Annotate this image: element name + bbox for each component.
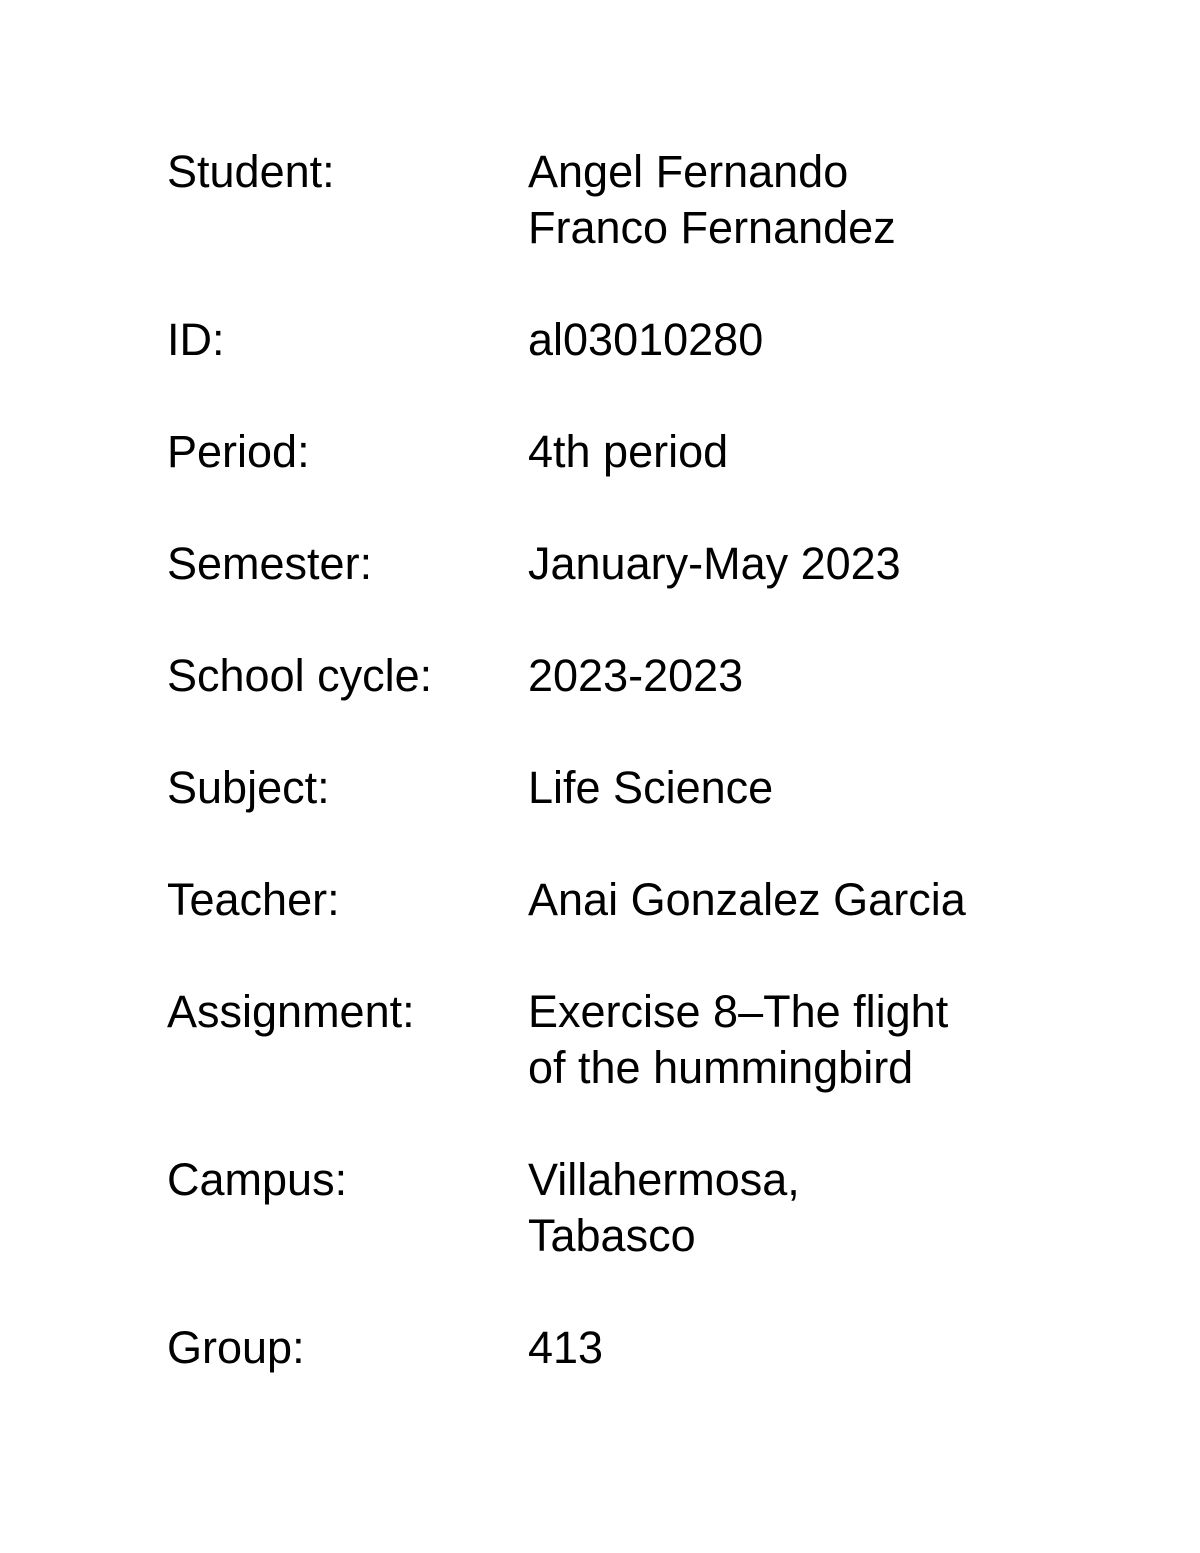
group-label: Group: (167, 1322, 305, 1373)
student-row (167, 144, 1047, 256)
id-row (167, 312, 1047, 368)
id-value: al03010280 (528, 314, 764, 365)
teacher-row (167, 872, 1047, 928)
group-row (167, 1320, 1047, 1376)
subject-value: Life Science (528, 762, 774, 813)
teacher-label: Teacher: (167, 874, 340, 925)
subject-row (167, 760, 1047, 816)
school-cycle-label: School cycle: (167, 650, 433, 701)
period-value: 4th period (528, 426, 729, 477)
period-label: Period: (167, 426, 310, 477)
campus-value: Villahermosa, Tabasco (528, 1154, 800, 1261)
assignment-label: Assignment: (167, 986, 415, 1037)
school-cycle-value: 2023-2023 (528, 650, 744, 701)
student-value: Angel Fernando Franco Fernandez (528, 146, 896, 253)
group-value: 413 (528, 1322, 604, 1373)
assignment-row (167, 984, 1047, 1096)
id-label: ID: (167, 314, 225, 365)
semester-row (167, 536, 1047, 592)
student-label: Student: (167, 146, 335, 197)
subject-label: Subject: (167, 762, 330, 813)
cover-info-table (167, 144, 1047, 1432)
semester-value: January-May 2023 (528, 538, 901, 589)
semester-label: Semester: (167, 538, 373, 589)
campus-row (167, 1152, 1047, 1264)
campus-label: Campus: (167, 1154, 348, 1205)
assignment-value: Exercise 8–The flight of the hummingbird (528, 986, 949, 1093)
school-cycle-row (167, 648, 1047, 704)
period-row (167, 424, 1047, 480)
teacher-value: Anai Gonzalez Garcia (528, 874, 966, 925)
